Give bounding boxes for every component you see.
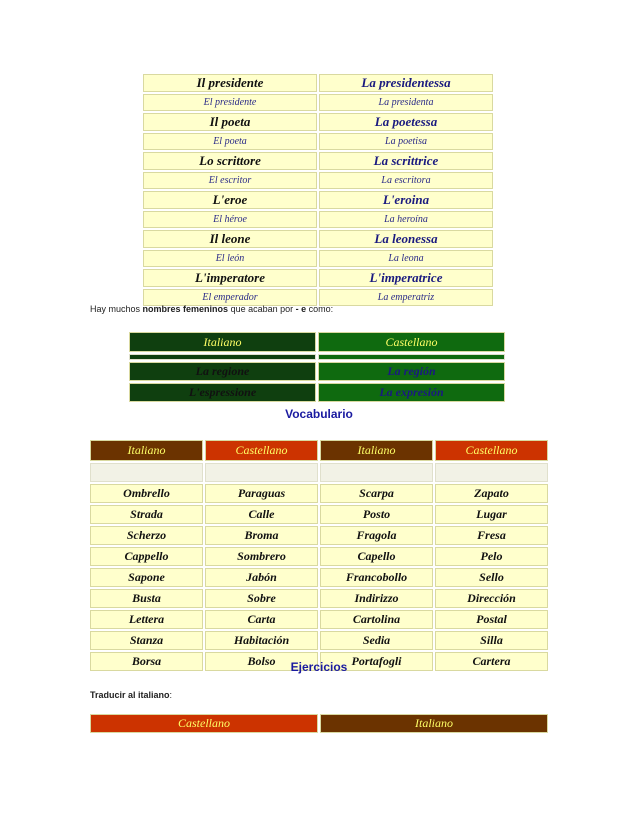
note-bold: nombres femeninos <box>142 304 229 314</box>
voc-cell: Sedia <box>320 631 433 650</box>
masculine-translation-cell: El poeta <box>143 133 317 150</box>
masculine-translation-cell: El león <box>143 250 317 267</box>
voc-cell: Scarpa <box>320 484 433 503</box>
vocabulario-title: Vocabulario <box>285 407 353 421</box>
voc-cell: Cartolina <box>320 610 433 629</box>
voc-cell: Pelo <box>435 547 548 566</box>
voc-header-castellano-1: Castellano <box>205 440 318 461</box>
voc-cell: Calle <box>205 505 318 524</box>
voc-cell: Indirizzo <box>320 589 433 608</box>
voc-header-italiano-2: Italiano <box>320 440 433 461</box>
masculine-cell: Il poeta <box>143 113 317 131</box>
voc-header-castellano-2: Castellano <box>435 440 548 461</box>
masculine-translation-cell: El escritor <box>143 172 317 189</box>
voc-cell: Paraguas <box>205 484 318 503</box>
voc-cell: Strada <box>90 505 203 524</box>
feminine-cell: La expresión <box>318 383 505 402</box>
feminine-cell: L'imperatrice <box>319 269 493 287</box>
voc-cell: Busta <box>90 589 203 608</box>
voc-cell: Bolso <box>205 652 318 671</box>
voc-cell: Capello <box>320 547 433 566</box>
vocabulario-table <box>88 438 550 673</box>
voc-cell: Portafogli <box>320 652 433 671</box>
voc-cell: Fragola <box>320 526 433 545</box>
feminine-translation-cell: La leona <box>319 250 493 267</box>
voc-row <box>90 610 548 629</box>
ej-header-italiano: Italiano <box>320 714 548 733</box>
voc-cell: Scherzo <box>90 526 203 545</box>
voc-cell: Borsa <box>90 652 203 671</box>
voc-cell: Stanza <box>90 631 203 650</box>
voc-cell: Ombrello <box>90 484 203 503</box>
voc-cell: Jabón <box>205 568 318 587</box>
feminine-translation-cell: La presidenta <box>319 94 493 111</box>
voc-cell: Francobollo <box>320 568 433 587</box>
ejercicios-instruction <box>90 690 172 700</box>
note-pre: Hay muchos <box>90 304 143 314</box>
feminine-cell: La región <box>318 362 505 381</box>
masculine-translation-cell: El presidente <box>143 94 317 111</box>
voc-cell: Sobre <box>205 589 318 608</box>
ej-header-castellano: Castellano <box>90 714 318 733</box>
note-post: como: <box>306 304 334 314</box>
voc-cell: Cappello <box>90 547 203 566</box>
voc-cell: Broma <box>205 526 318 545</box>
voc-cell: Carta <box>205 610 318 629</box>
masculine-cell: L'imperatore <box>143 269 317 287</box>
note-mid: que acaban por <box>228 304 296 314</box>
voc-cell: Lettera <box>90 610 203 629</box>
voc-row <box>90 547 548 566</box>
voc-cell: Sombrero <box>205 547 318 566</box>
feminine-translation-cell: La escritora <box>319 172 493 189</box>
ejercicios-title: Ejercicios <box>290 660 348 674</box>
feminine-cell: La scrittrice <box>319 152 493 170</box>
masculine-translation-cell: El emperador <box>143 289 317 306</box>
masculine-cell: Il presidente <box>143 74 317 92</box>
masculine-cell: L'eroe <box>143 191 317 209</box>
voc-cell: Sello <box>435 568 548 587</box>
feminine-cell: La poetessa <box>319 113 493 131</box>
voc-row <box>90 631 548 650</box>
voc-cell: Postal <box>435 610 548 629</box>
feminine-cell: La presidentessa <box>319 74 493 92</box>
note-dash: - e <box>295 304 307 314</box>
voc-row <box>90 526 548 545</box>
note-text <box>90 304 333 314</box>
voc-cell: Lugar <box>435 505 548 524</box>
feminine-translation-cell: La poetisa <box>319 133 493 150</box>
masculine-translation-cell: El héroe <box>143 211 317 228</box>
instruction-text: Traducir al italiano <box>90 690 170 700</box>
feminine-translation-cell: La emperatriz <box>319 289 493 306</box>
feminine-table <box>127 330 507 404</box>
feminine-cell: L'espressione <box>129 383 316 402</box>
masculine-cell: Lo scrittore <box>143 152 317 170</box>
feminine-cell: La regione <box>129 362 316 381</box>
voc-cell: Posto <box>320 505 433 524</box>
voc-row <box>90 589 548 608</box>
voc-cell: Cartera <box>435 652 548 671</box>
voc-cell: Fresa <box>435 526 548 545</box>
feminine-translation-cell: La heroína <box>319 211 493 228</box>
gender-table <box>141 72 495 308</box>
voc-cell: Sapone <box>90 568 203 587</box>
voc-cell: Zapato <box>435 484 548 503</box>
voc-cell: Silla <box>435 631 548 650</box>
ejercicios-table <box>88 712 550 735</box>
voc-row <box>90 568 548 587</box>
instruction-suffix: : <box>169 690 173 700</box>
voc-cell: Dirección <box>435 589 548 608</box>
voc-header-italiano-1: Italiano <box>90 440 203 461</box>
voc-row <box>90 505 548 524</box>
voc-cell: Habitación <box>205 631 318 650</box>
feminine-header-italiano: Italiano <box>129 332 316 352</box>
feminine-cell: L'eroina <box>319 191 493 209</box>
masculine-cell: Il leone <box>143 230 317 248</box>
feminine-cell: La leonessa <box>319 230 493 248</box>
feminine-header-castellano: Castellano <box>318 332 505 352</box>
voc-row <box>90 484 548 503</box>
